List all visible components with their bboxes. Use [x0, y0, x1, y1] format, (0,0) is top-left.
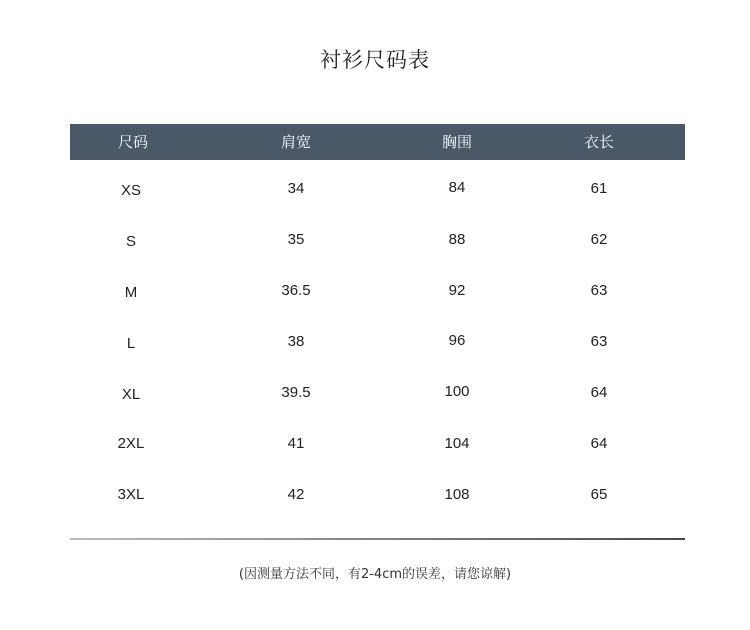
cell-shoulder: 42: [287, 486, 305, 503]
cell-shoulder: 36.5: [281, 282, 311, 299]
cell-size: M: [124, 284, 138, 301]
table-row: [70, 415, 685, 466]
table-body: [70, 160, 685, 517]
cell-size: L: [126, 335, 136, 352]
cell-chest: 96: [448, 332, 466, 349]
cell-length: 61: [590, 180, 608, 197]
cell-shoulder: 35: [287, 231, 305, 248]
table-row: [70, 211, 685, 262]
header-shoulder: 肩宽: [280, 133, 311, 151]
measurement-note: (因测量方法不同，有2-4cm的误差，请您谅解): [238, 567, 512, 582]
table-row: [70, 262, 685, 313]
cell-shoulder: 39.5: [281, 384, 311, 401]
table-row: [70, 160, 685, 211]
header-chest: 胸围: [441, 133, 472, 151]
cell-length: 63: [590, 333, 608, 350]
cell-chest: 104: [444, 435, 470, 452]
cell-chest: 100: [444, 383, 470, 400]
cell-length: 62: [590, 231, 608, 248]
cell-shoulder: 41: [287, 435, 305, 452]
cell-shoulder: 38: [287, 333, 305, 350]
cell-length: 64: [590, 384, 608, 401]
table-divider: [70, 538, 685, 540]
cell-length: 63: [590, 282, 608, 299]
cell-size: 2XL: [117, 435, 145, 452]
cell-size: XL: [121, 386, 141, 403]
cell-chest: 88: [448, 231, 466, 248]
cell-size: S: [125, 233, 136, 250]
header-size: 尺码: [117, 133, 148, 151]
table-header: [70, 124, 685, 160]
cell-size: XS: [120, 182, 141, 199]
table-row: [70, 313, 685, 364]
cell-chest: 108: [444, 486, 470, 503]
cell-length: 64: [590, 435, 608, 452]
cell-size: 3XL: [117, 486, 145, 503]
cell-chest: 92: [448, 282, 466, 299]
table-row: [70, 364, 685, 415]
cell-length: 65: [590, 486, 608, 503]
table-row: [70, 466, 685, 517]
header-length: 衣长: [583, 133, 614, 151]
page-title: 衬衫尺码表: [320, 48, 430, 72]
cell-shoulder: 34: [287, 180, 305, 197]
cell-chest: 84: [448, 179, 466, 196]
